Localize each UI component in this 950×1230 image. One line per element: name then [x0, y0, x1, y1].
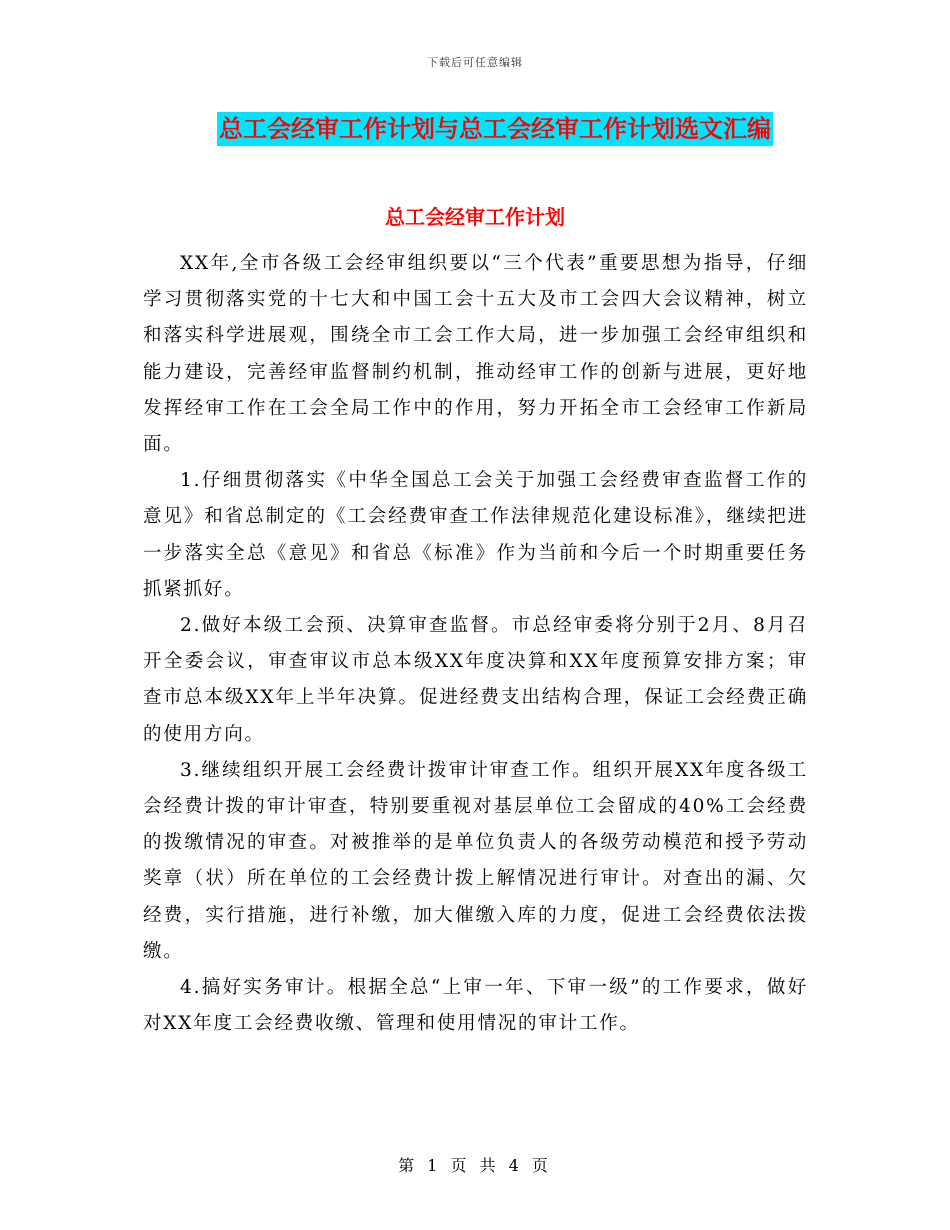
- paragraph-item-1: 1.仔细贯彻落实《中华全国总工会关于加强工会经费审查监督工作的意见》和省总制定的《工会经费审查工作法律规范化建设标准》，继续把进一步落实全总《意见》和省总《标准》作为当前和今后一个时期重要任务抓紧抓好。: [143, 470, 808, 600]
- document-body: [143, 246, 808, 1042]
- paragraph-intro: XX年,全市各级工会经审组织要以“三个代表”重要思想为指导，仔细学习贯彻落实党的十七大和中国工会十五大及市工会四大会议精神，树立和落实科学进展观，围绕全市工会工作大局，进一步加强工会经审组织和能力建设，完善经审监督制约机制，推动经审工作的创新与进展，更好地发挥经审工作在工会全局工作中的作用，努力开拓全市工会经审工作新局面。: [143, 253, 808, 456]
- document-title: 总工会经审工作计划与总工会经审工作计划选文汇编: [217, 112, 773, 146]
- paragraph-item-2: 2.做好本级工会预、决算审查监督。市总经审委将分别于2月、8月召开全委会议，审查审议市总本级XX年度决算和XX年度预算安排方案；审查市总本级XX年上半年决算。促进经费支出结构合理，保证工会经费正确的使用方向。: [143, 615, 808, 745]
- paragraph-item-3: 3.继续组织开展工会经费计拨审计审查工作。组织开展XX年度各级工会经费计拨的审计审查，特别要重视对基层单位工会留成的40%工会经费的拨缴情况的审查。对被推举的是单位负责人的各级劳动模范和授予劳动奖章（状）所在单位的工会经费计拨上解情况进行审计。对查出的漏、欠经费，实行措施，进行补缴，加大催缴入库的力度，促进工会经费依法拨缴。: [143, 759, 808, 962]
- page-number-footer: 第 1 页 共 4 页: [398, 1156, 552, 1175]
- document-title-container: [0, 112, 950, 146]
- page-header: 下载后可任意编辑: [427, 56, 523, 69]
- paragraph-item-4: 4.搞好实务审计。根据全总“上审一年、下审一级”的工作要求，做好对XX年度工会经费收缴、管理和使用情况的审计工作。: [143, 977, 808, 1035]
- section-title: 总工会经审工作计划: [385, 205, 565, 229]
